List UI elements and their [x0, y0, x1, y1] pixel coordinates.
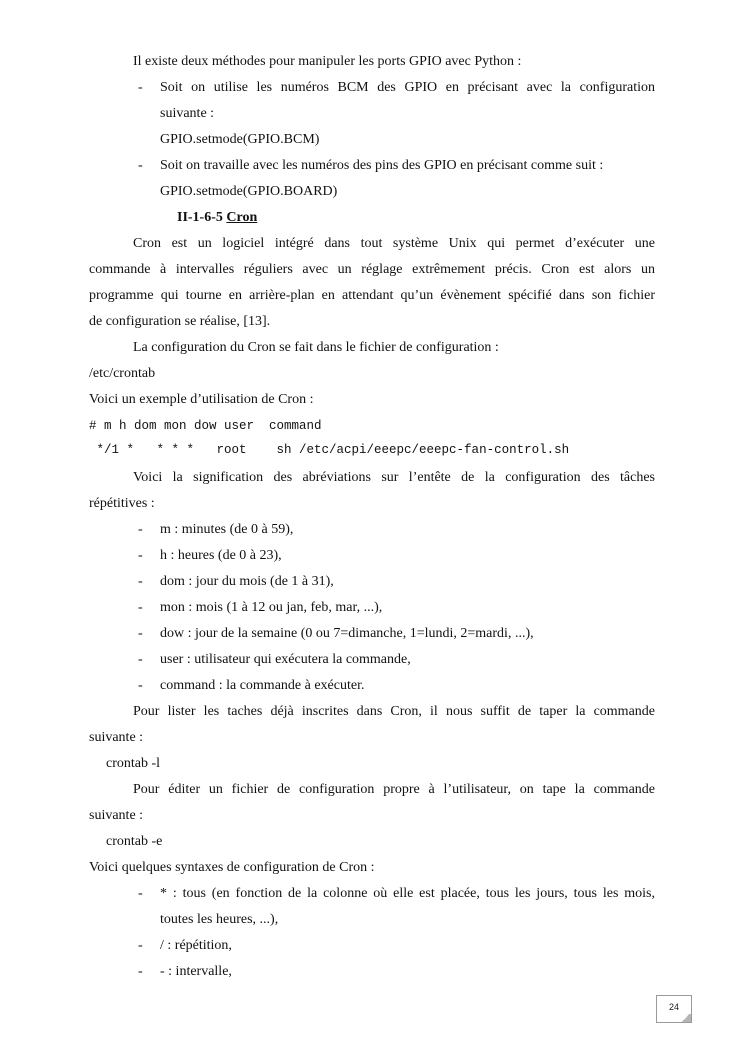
abbrev-paragraph-line: Voici la signification des abréviations sur l’entête de la configuration des tâches: [133, 470, 655, 485]
cron-paragraph-line: commande à intervalles réguliers avec un réglage extrêmement précis. Cron est alors un: [89, 262, 655, 277]
bullet-dash: -: [138, 652, 143, 667]
gpio-setmode-board-code: GPIO.setmode(GPIO.BOARD): [160, 184, 338, 199]
abbrev-item: m : minutes (de 0 à 59),: [160, 522, 294, 537]
section-number: II-1-6-5: [177, 210, 223, 225]
section-title: Cron: [226, 210, 258, 225]
cron-paragraph-line: programme qui tourne en arrière-plan en attendant qu’un évènement spécifié dans son fichier: [89, 288, 655, 303]
abbrev-item: mon : mois (1 à 12 ou jan, feb, mar, ...),: [160, 600, 383, 615]
gpio-method-board-text: Soit on travaille avec les numéros des pins des GPIO en précisant comme suit :: [160, 158, 604, 173]
abbrev-item: dow : jour de la semaine (0 ou 7=dimanche, 1=lundi, 2=mardi, ...),: [160, 626, 534, 641]
abbrev-item: dom : jour du mois (de 1 à 31),: [160, 574, 334, 589]
syntax-intro: Voici quelques syntaxes de configuration de Cron :: [89, 860, 375, 875]
syntax-item: * : tous (en fonction de la colonne où elle est placée, tous les jours, tous les mois,: [160, 886, 655, 901]
gpio-intro: Il existe deux méthodes pour manipuler les ports GPIO avec Python :: [133, 54, 522, 69]
bullet-dash: -: [138, 938, 143, 953]
syntax-item: - : intervalle,: [160, 964, 232, 979]
gpio-method-bcm-text: Soit on utilise les numéros BCM des GPIO en précisant avec la configuration: [160, 80, 655, 95]
gpio-setmode-bcm-code: GPIO.setmode(GPIO.BCM): [160, 132, 320, 147]
example-intro: Voici un exemple d’utilisation de Cron :: [89, 392, 314, 407]
bullet-dash: -: [138, 574, 143, 589]
bullet-dash: -: [138, 80, 143, 95]
bullet-dash: -: [138, 626, 143, 641]
abbrev-item: user : utilisateur qui exécutera la commande,: [160, 652, 411, 667]
bullet-dash: -: [138, 522, 143, 537]
edit-paragraph-line: suivante :: [89, 808, 144, 823]
bullet-dash: -: [138, 600, 143, 615]
syntax-item: / : répétition,: [160, 938, 232, 953]
bullet-dash: -: [138, 964, 143, 979]
abbrev-item: h : heures (de 0 à 23),: [160, 548, 282, 563]
config-path: /etc/crontab: [89, 366, 156, 381]
cron-paragraph-line: de configuration se réalise, [13].: [89, 314, 271, 329]
bullet-dash: -: [138, 158, 143, 173]
bullet-dash: -: [138, 678, 143, 693]
abbrev-item: command : la commande à exécuter.: [160, 678, 365, 693]
page-corner-fold: [680, 1014, 691, 1022]
list-paragraph-line: suivante :: [89, 730, 144, 745]
bullet-dash: -: [138, 548, 143, 563]
crontab-entry-code: */1 * * * * root sh /etc/acpi/eeepc/eeepc-fan-control.sh: [89, 443, 570, 457]
page-number: 24: [656, 995, 692, 1023]
bullet-dash: -: [138, 886, 143, 901]
abbrev-paragraph-line: répétitives :: [89, 496, 155, 511]
syntax-item-cont: toutes les heures, ...),: [160, 912, 279, 927]
gpio-method-bcm-text-cont: suivante :: [160, 106, 215, 121]
list-paragraph-line: Pour lister les taches déjà inscrites dans Cron, il nous suffit de taper la commande: [133, 704, 655, 719]
section-heading: [177, 208, 257, 228]
crontab-header-code: # m h dom mon dow user command: [89, 419, 322, 433]
cron-paragraph-line: Cron est un logiciel intégré dans tout système Unix qui permet d’exécuter une: [133, 236, 655, 251]
config-intro: La configuration du Cron se fait dans le fichier de configuration :: [133, 340, 499, 355]
crontab-list-command: crontab -l: [106, 756, 161, 771]
crontab-edit-command: crontab -e: [106, 834, 163, 849]
edit-paragraph-line: Pour éditer un fichier de configuration propre à l’utilisateur, on tape la commande: [133, 782, 655, 797]
